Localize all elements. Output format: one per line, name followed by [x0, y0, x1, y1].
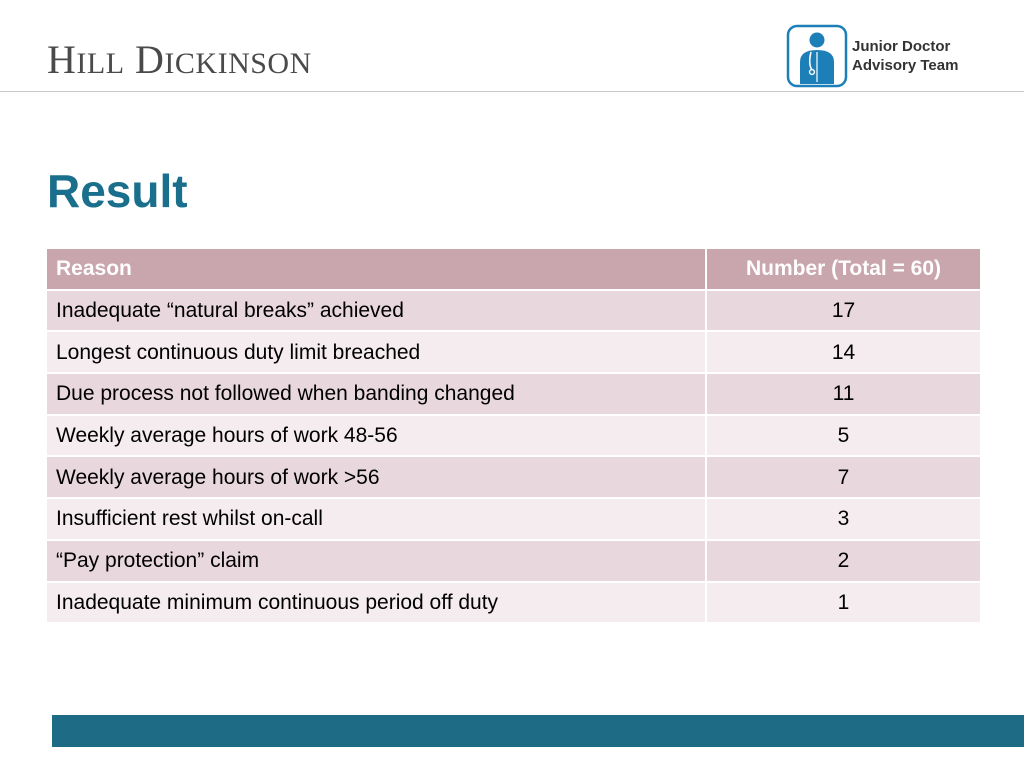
table-row — [46, 498, 981, 540]
number-cell: 5 — [706, 415, 981, 457]
header-divider — [0, 91, 1024, 92]
table-row — [46, 373, 981, 415]
reason-cell: Weekly average hours of work >56 — [46, 456, 706, 498]
reason-cell: Due process not followed when banding changed — [46, 373, 706, 415]
footer-bar — [52, 715, 1024, 747]
reason-cell: Weekly average hours of work 48-56 — [46, 415, 706, 457]
reason-cell: Insufficient rest whilst on-call — [46, 498, 706, 540]
number-cell: 17 — [706, 290, 981, 332]
number-cell: 3 — [706, 498, 981, 540]
number-cell: 7 — [706, 456, 981, 498]
table-row — [46, 540, 981, 582]
slide-header — [0, 0, 1024, 93]
number-cell: 14 — [706, 331, 981, 373]
table-row — [46, 582, 981, 624]
table-row — [46, 290, 981, 332]
number-cell: 1 — [706, 582, 981, 624]
table-row — [46, 456, 981, 498]
jdat-line-2: Advisory Team — [852, 57, 959, 74]
jdat-wordmark — [852, 37, 958, 75]
column-header-reason: Reason — [46, 248, 706, 290]
reason-cell: Inadequate “natural breaks” achieved — [46, 290, 706, 332]
number-cell: 2 — [706, 540, 981, 582]
reason-cell: Inadequate minimum continuous period off duty — [46, 582, 706, 624]
column-header-number: Number (Total = 60) — [706, 248, 981, 290]
junior-doctor-advisory-team-logo — [786, 24, 958, 88]
slide-title: Result — [47, 165, 188, 217]
table-row — [46, 415, 981, 457]
number-cell: 11 — [706, 373, 981, 415]
hill-dickinson-logo: HILL DICKINSON — [47, 37, 312, 82]
reason-cell: Longest continuous duty limit breached — [46, 331, 706, 373]
table-header-row — [46, 248, 981, 290]
doctor-icon — [786, 24, 848, 88]
reason-cell: “Pay protection” claim — [46, 540, 706, 582]
jdat-line-1: Junior Doctor — [852, 38, 951, 55]
table-row — [46, 331, 981, 373]
results-table — [45, 247, 982, 624]
